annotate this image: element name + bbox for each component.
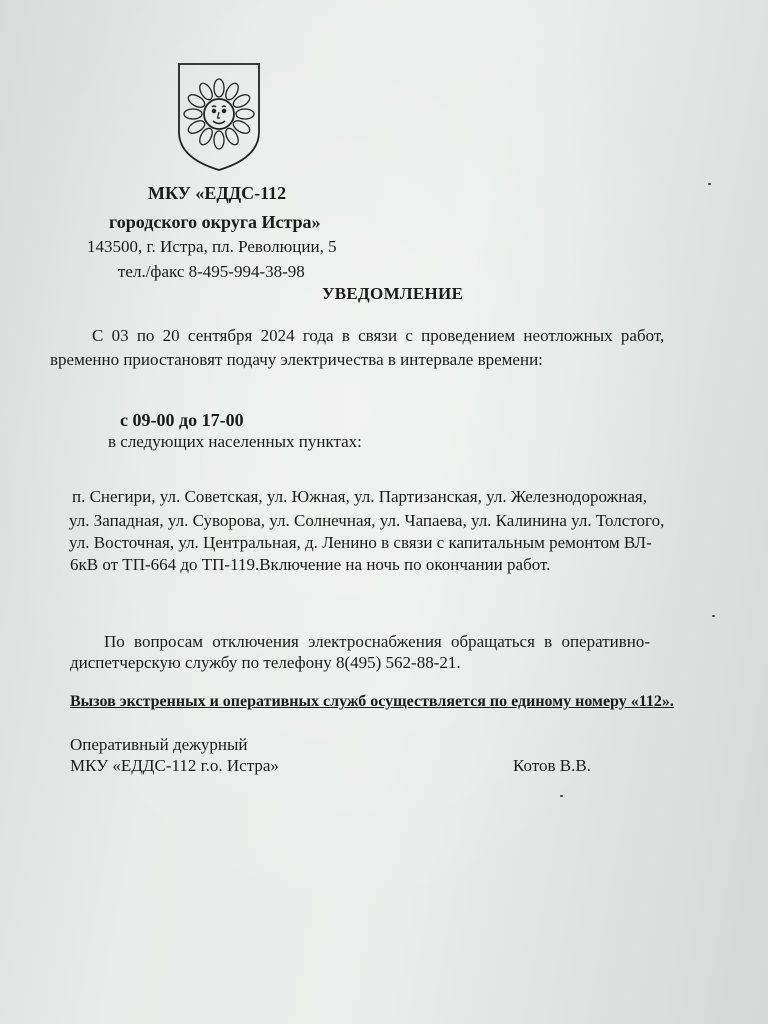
contact-line-1: По вопросам отключения электроснабжения обращаться в оперативно- [104, 632, 651, 651]
outage-time-range: с 09-00 до 17-00 [120, 410, 244, 430]
contact-line-2: диспетчерскую службу по телефону 8(495) 562-88-21. [70, 653, 461, 672]
emergency-number-note: Вызов экстренных и оперативных служб осуществляется по единому номеру «112». [70, 693, 674, 710]
places-line: 6кВ от ТП-664 до ТП-119.Включение на ночь по окончании работ. [70, 555, 551, 574]
organization-name: МКУ «ЕДДС-112 [148, 183, 287, 203]
organization-address: 143500, г. Истра, пл. Революции, 5 [87, 237, 337, 256]
places-line: ул. Восточная, ул. Центральная, д. Ленино в связи с капитальным ремонтом ВЛ- [69, 533, 652, 552]
coat-of-arms-icon [177, 62, 261, 172]
intro-line-2: временно приостановят подачу электричества в интервале времени: [50, 350, 543, 369]
document-title: УВЕДОМЛЕНИЕ [322, 284, 464, 303]
signer-organization: МКУ «ЕДДС-112 г.о. Истра» [70, 756, 279, 775]
places-line: п. Снегири, ул. Советская, ул. Южная, ул. Партизанская, ул. Железнодорожная, [72, 487, 647, 506]
paper-speck [712, 615, 715, 617]
places-intro: в следующих населенных пунктах: [108, 432, 362, 451]
places-line: ул. Западная, ул. Суворова, ул. Солнечная, ул. Чапаева, ул. Калинина ул. Толстого, [69, 511, 665, 530]
organization-phone: тел./факс 8-495-994-38-98 [118, 262, 305, 281]
signer-position: Оперативный дежурный [70, 735, 248, 754]
paper-speck [708, 183, 711, 185]
paper-speck [560, 795, 563, 797]
signer-name: Котов В.В. [513, 756, 591, 775]
organization-district: городского округа Истра» [109, 212, 321, 232]
intro-line-1: С 03 по 20 сентября 2024 года в связи с проведением неотложных работ, [92, 326, 665, 345]
